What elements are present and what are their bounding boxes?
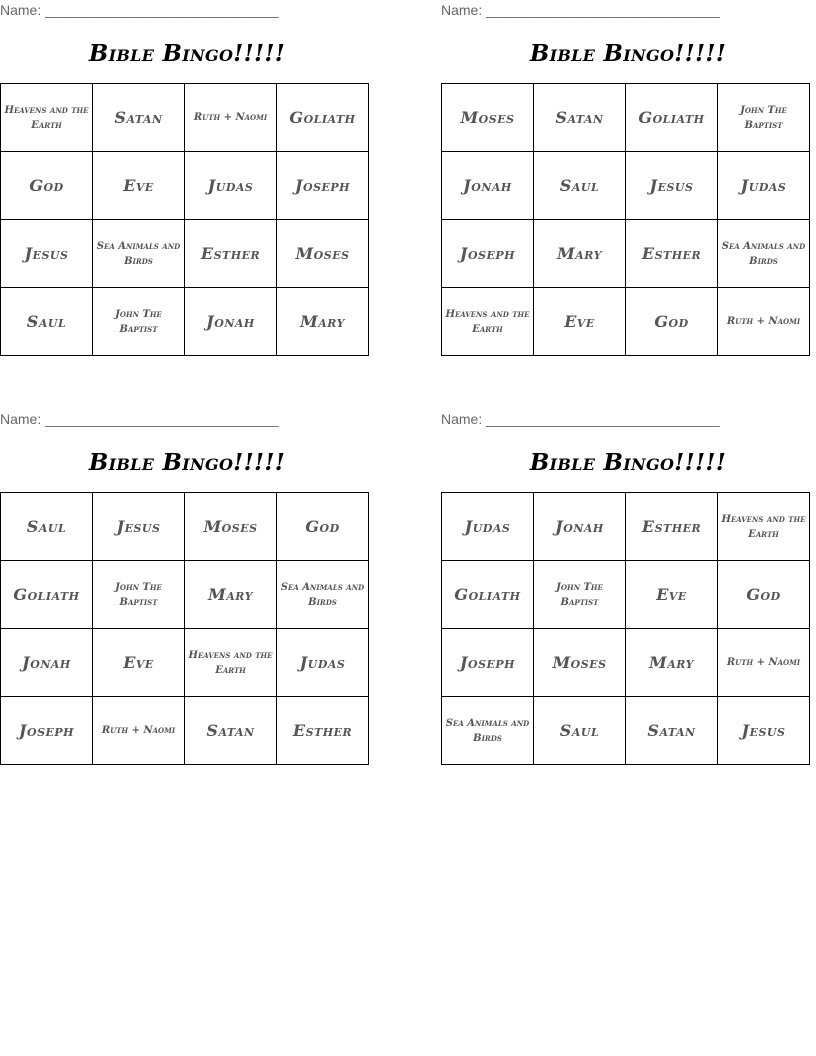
bingo-cell: Eve (534, 288, 626, 356)
card-title: Bible Bingo!!!!! (88, 40, 286, 67)
bingo-cell: Eve (626, 561, 718, 629)
grid-row (1, 493, 369, 561)
name-field-label: Name: ______________________________ (0, 411, 279, 427)
bingo-cell: Jesus (626, 152, 718, 220)
name-field-label: Name: ______________________________ (441, 411, 720, 427)
bingo-cell: Jonah (1, 629, 93, 697)
bingo-cell: Heavens and the Earth (185, 629, 277, 697)
bingo-cell: God (277, 493, 369, 561)
bingo-cell: Mary (185, 561, 277, 629)
grid-row (442, 697, 810, 765)
bingo-cell: Moses (185, 493, 277, 561)
grid-row (442, 629, 810, 697)
bingo-grid (441, 492, 810, 765)
grid-row (1, 84, 369, 152)
card-title: Bible Bingo!!!!! (529, 40, 727, 67)
grid-row (442, 561, 810, 629)
bingo-cell: Satan (185, 697, 277, 765)
bingo-cell: Goliath (277, 84, 369, 152)
bingo-cell: Eve (93, 152, 185, 220)
bingo-cell: God (1, 152, 93, 220)
bingo-cell: Satan (534, 84, 626, 152)
grid-row (1, 220, 369, 288)
bingo-cell: Ruth + Naomi (185, 84, 277, 152)
bingo-cell: God (718, 561, 810, 629)
bingo-grid (441, 83, 810, 356)
bingo-grid (0, 492, 369, 765)
bingo-cell: God (626, 288, 718, 356)
bingo-cell: John The Baptist (718, 84, 810, 152)
bingo-cell: Saul (534, 697, 626, 765)
bingo-cell: Moses (442, 84, 534, 152)
bingo-cell: Judas (185, 152, 277, 220)
grid-row (1, 561, 369, 629)
card-title: Bible Bingo!!!!! (529, 449, 727, 476)
bingo-cell: Judas (442, 493, 534, 561)
grid-row (442, 152, 810, 220)
grid-row (442, 288, 810, 356)
bingo-cell: Esther (185, 220, 277, 288)
bingo-cell: Joseph (442, 629, 534, 697)
bingo-cell: Joseph (1, 697, 93, 765)
bingo-cell: Ruth + Naomi (718, 288, 810, 356)
grid-row (1, 288, 369, 356)
bingo-cell: Joseph (277, 152, 369, 220)
grid-row (442, 220, 810, 288)
bingo-cell: Moses (277, 220, 369, 288)
name-field-label: Name: ______________________________ (441, 2, 720, 18)
bingo-cell: Heavens and the Earth (1, 84, 93, 152)
grid-row (1, 152, 369, 220)
bingo-cell: Jonah (442, 152, 534, 220)
card-title: Bible Bingo!!!!! (88, 449, 286, 476)
bingo-cell: Goliath (442, 561, 534, 629)
grid-row (1, 629, 369, 697)
bingo-cell: Jesus (718, 697, 810, 765)
bingo-cell: Mary (534, 220, 626, 288)
bingo-cell: Moses (534, 629, 626, 697)
bingo-cell: Ruth + Naomi (93, 697, 185, 765)
bingo-cell: Heavens and the Earth (442, 288, 534, 356)
bingo-cell: Judas (718, 152, 810, 220)
bingo-cell: Satan (626, 697, 718, 765)
bingo-cell: Jonah (185, 288, 277, 356)
bingo-cell: Sea Animals and Birds (277, 561, 369, 629)
bingo-cell: Sea Animals and Birds (718, 220, 810, 288)
bingo-cell: Esther (626, 493, 718, 561)
bingo-cell: Esther (277, 697, 369, 765)
bingo-grid (0, 83, 369, 356)
bingo-cell: Jesus (1, 220, 93, 288)
bingo-cell: John The Baptist (93, 561, 185, 629)
bingo-cell: Saul (534, 152, 626, 220)
bingo-cell: Saul (1, 288, 93, 356)
grid-row (442, 493, 810, 561)
grid-row (1, 697, 369, 765)
name-field-label: Name: ______________________________ (0, 2, 279, 18)
bingo-cell: Sea Animals and Birds (93, 220, 185, 288)
bingo-cell: Mary (626, 629, 718, 697)
bingo-cell: Mary (277, 288, 369, 356)
bingo-cell: Ruth + Naomi (718, 629, 810, 697)
bingo-cell: Joseph (442, 220, 534, 288)
bingo-cell: John The Baptist (534, 561, 626, 629)
bingo-cell: Esther (626, 220, 718, 288)
bingo-cell: Satan (93, 84, 185, 152)
bingo-cell: Eve (93, 629, 185, 697)
bingo-cell: Saul (1, 493, 93, 561)
bingo-cell: Heavens and the Earth (718, 493, 810, 561)
bingo-cell: Goliath (626, 84, 718, 152)
bingo-cell: Goliath (1, 561, 93, 629)
bingo-cell: John The Baptist (93, 288, 185, 356)
bingo-cell: Jonah (534, 493, 626, 561)
bingo-cell: Judas (277, 629, 369, 697)
bingo-cell: Jesus (93, 493, 185, 561)
grid-row (442, 84, 810, 152)
bingo-cell: Sea Animals and Birds (442, 697, 534, 765)
